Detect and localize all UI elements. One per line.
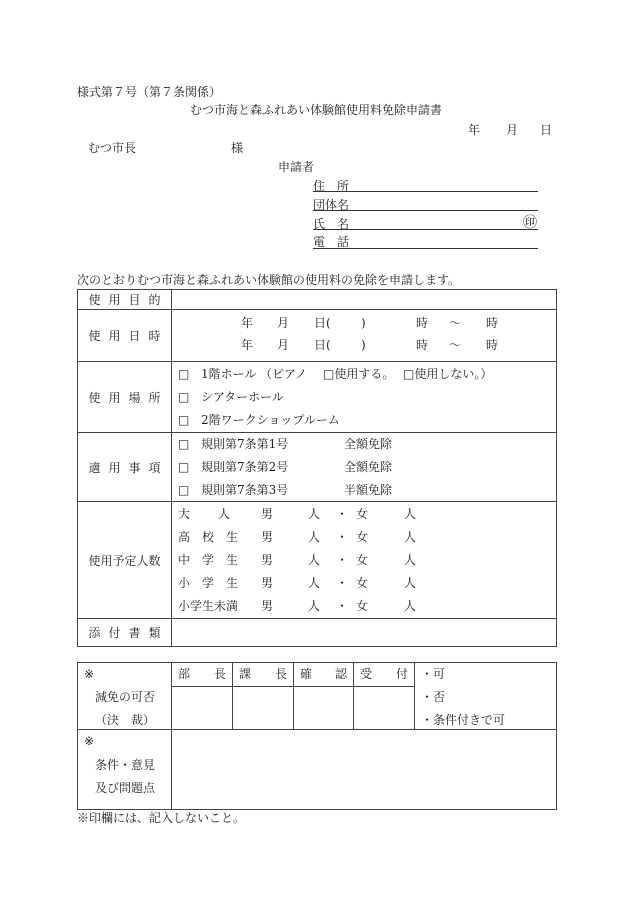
form-number: 様式第７号（第７条関係） [77,85,222,99]
people-row [172,529,556,552]
people-row [172,575,556,598]
people-label-cell [78,502,172,619]
stamp-box [354,687,415,730]
date-day: 日 [540,123,553,137]
conditions-field [172,730,557,810]
intro-text: 次のとおりむつ市海と森ふれあい体験館の使用料の免除を申請します。 [77,273,461,287]
people-category: 高校生 [178,530,251,544]
exemption-text: 全額免除 [344,437,393,451]
stamp-label: 受 [360,667,373,681]
day: 日( [314,338,331,352]
piano-use-checkbox[interactable]: □使用する。 [323,367,395,381]
person-unit: 人 [404,507,417,521]
person-unit: 人 [308,553,321,567]
stamp-label: 課 [239,667,252,681]
exemption-text: 全額免除 [344,460,393,474]
checkbox[interactable]: □ [178,390,190,404]
people-row [172,552,556,575]
address-field[interactable] [313,191,538,192]
stamp-label: 部 [178,667,191,681]
exemption-text: 半額免除 [344,483,393,497]
person-unit: 人 [404,599,417,613]
female-label: 女 [356,507,369,521]
option-approve: ・可 [421,667,446,681]
stamp-header-reception [354,663,415,687]
seal-icon: ㊞ [523,215,537,231]
checkbox[interactable]: □ [178,367,190,381]
people-row [172,506,556,529]
address-label: 住 所 [313,179,350,193]
person-unit: 人 [404,576,417,590]
option-deny: ・否 [421,690,446,704]
place-label-text: 2階ワークショップルーム [201,413,340,427]
weekday-close: ) [361,316,366,330]
year: 年 [241,316,254,330]
month: 月 [277,316,290,330]
people-field[interactable] [172,502,557,619]
stamp-header-manager [233,663,294,687]
place-label-text: シアターホール [201,390,284,404]
checkbox[interactable]: □ [178,460,190,474]
applicant-label: 申請者 [278,160,315,174]
stamp-label: 長 [213,667,226,681]
separator-dot: ・ [336,553,349,567]
male-label: 男 [261,530,274,544]
hour-from: 時 [416,338,429,352]
place-label-text: 1階ホール [201,367,257,381]
male-label: 男 [261,576,274,590]
person-unit: 人 [404,553,417,567]
piano-label: （ピアノ [260,367,308,381]
honorific: 様 [231,141,244,155]
decision-label: 減免の可否 [94,690,155,704]
application-table [77,289,557,647]
male-label: 男 [261,507,274,521]
rule-text: 規則第7条第3号 [201,483,289,497]
datetime-label: 使用日時 [88,329,169,343]
date-year: 年 [468,123,481,137]
addressee: むつ市長 [88,141,137,155]
rule-option [172,436,556,459]
place-option-hall1 [172,366,556,389]
male-label: 男 [261,553,274,567]
person-unit: 人 [308,599,321,613]
stamp-box [233,687,294,730]
female-label: 女 [356,599,369,613]
female-label: 女 [356,553,369,567]
male-label: 男 [261,599,274,613]
place-label: 使用場所 [88,390,169,405]
weekday-close: ) [361,338,366,352]
separator-dot: ・ [336,530,349,544]
separator-dot: ・ [336,576,349,590]
place-option-theater [172,389,556,412]
office-mark: ※ [84,734,95,748]
purpose-label: 使用目的 [88,293,169,307]
year: 年 [241,338,254,352]
rules-label: 適用事項 [88,460,169,475]
people-category: 小学生 [178,576,251,590]
people-label: 使用予定人数 [88,553,161,568]
decision-sub: （決 裁） [94,713,155,727]
person-unit: 人 [308,530,321,544]
option-conditional: ・条件付きで可 [421,713,506,727]
stamp-label: 付 [395,667,408,681]
name-label: 氏 名 [313,217,350,231]
checkbox[interactable]: □ [178,483,190,497]
tilde: ～ [449,316,462,330]
attachments-label: 添付書類 [88,626,169,640]
office-use-table [77,662,557,810]
checkbox[interactable]: □ [178,437,190,451]
piano-no-use-checkbox[interactable]: □使用しない。） [403,367,493,381]
female-label: 女 [356,530,369,544]
stamp-label: 認 [334,667,347,681]
stamp-label: 確 [300,667,313,681]
datetime-row [172,315,556,338]
female-label: 女 [356,576,369,590]
stamp-header-director [172,663,233,687]
hour-to: 時 [486,338,499,352]
group-label: 団体名 [313,198,350,212]
person-unit: 人 [308,507,321,521]
datetime-field[interactable] [172,310,557,362]
checkbox[interactable]: □ [178,413,190,427]
office-mark: ※ [84,667,95,681]
separator-dot: ・ [336,507,349,521]
hour-from: 時 [416,316,429,330]
rule-option [172,459,556,482]
attachments-field[interactable] [172,619,557,647]
month: 月 [277,338,290,352]
decision-label-cell [78,663,172,730]
hour-to: 時 [486,316,499,330]
people-category: 小学生未満 [178,599,239,613]
datetime-row [172,337,556,360]
people-category: 中学生 [178,553,251,567]
purpose-label-cell [78,290,172,310]
person-unit: 人 [308,576,321,590]
stamp-label: 長 [274,667,287,681]
footer-note: ※印欄には、記入しないこと。 [77,811,246,825]
conditions-label: 及び問題点 [94,781,155,795]
stamp-box [172,687,233,730]
page-title: むつ市海と森ふれあい体験館使用料免除申請書 [190,103,443,117]
separator-dot: ・ [336,599,349,613]
phone-label: 電 話 [313,235,350,249]
phone-field[interactable] [313,248,538,249]
attachments-label-cell [78,619,172,647]
conditions-label-cell [78,730,172,810]
stamp-header-confirm [294,663,354,687]
conditions-label: 条件・意見 [94,758,155,772]
rule-text: 規則第7条第1号 [201,437,289,451]
datetime-label-cell [78,310,172,362]
group-field[interactable] [313,210,538,211]
rule-text: 規則第7条第2号 [201,460,289,474]
purpose-field[interactable] [172,290,557,310]
name-field[interactable] [313,229,538,230]
stamp-box [294,687,354,730]
rules-label-cell [78,433,172,502]
tilde: ～ [449,338,462,352]
place-label-cell [78,362,172,433]
people-category: 大人 [178,507,259,521]
date-month: 月 [506,123,519,137]
day: 日( [314,316,331,330]
person-unit: 人 [404,530,417,544]
decision-options-cell [415,663,557,730]
